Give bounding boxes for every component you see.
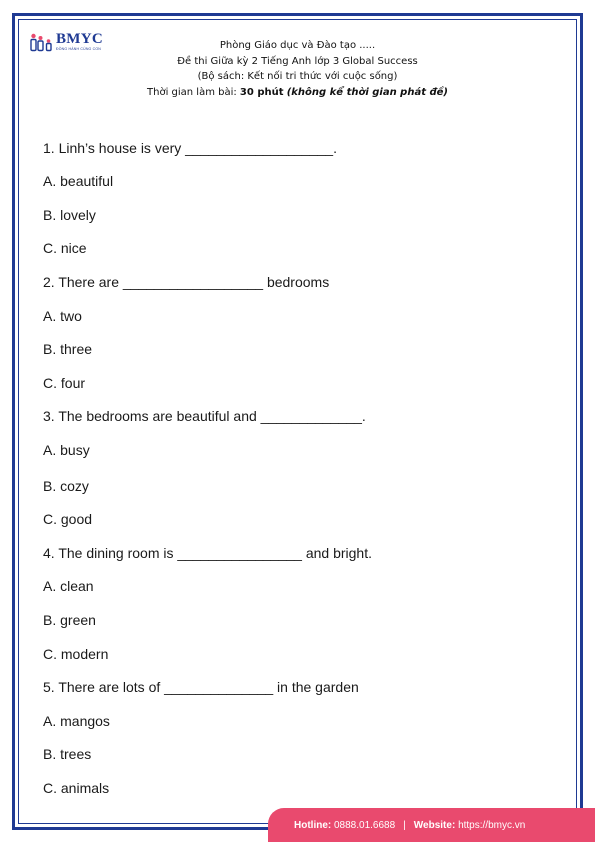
contact-footer	[268, 808, 595, 842]
exam-header	[0, 38, 595, 100]
question-2-option-c: C. four	[43, 375, 86, 391]
question-5-option-a: A. mangos	[43, 713, 110, 729]
question-1: 1. Linh’s house is very ___________________.	[43, 140, 337, 156]
website-label: Website:	[413, 819, 456, 831]
question-5: 5. There are lots of ______________ in the garden	[43, 679, 359, 695]
question-3-option-a: A. busy	[43, 442, 90, 458]
website-link[interactable]: https://bmyc.vn	[458, 819, 526, 831]
question-4-option-a: A. clean	[43, 578, 94, 594]
question-4-option-b: B. green	[43, 612, 96, 628]
header-time-label: Thời gian làm bài:	[147, 86, 240, 98]
header-textbook: (Bộ sách: Kết nối tri thức với cuộc sống)	[197, 71, 398, 82]
question-2-option-b: B. three	[43, 341, 93, 357]
question-2-option-a: A. two	[43, 308, 82, 324]
header-time	[0, 85, 595, 101]
logo-brand-text: BMYC	[56, 31, 104, 48]
question-1-option-a: A. beautiful	[43, 173, 114, 189]
question-3-option-b: B. cozy	[43, 478, 89, 494]
hotline-label: Hotline:	[294, 819, 332, 831]
question-4-option-c: C. modern	[43, 646, 109, 662]
logo-tagline: ĐỒNG HÀNH CÙNG CON	[56, 47, 102, 52]
header-time-value: 30 phút	[239, 86, 284, 98]
question-5-option-c: C. animals	[43, 780, 110, 796]
hotline-number[interactable]: 0888.01.6688	[334, 819, 396, 831]
header-department: Phòng Giáo dục và Đào tạo .....	[219, 40, 376, 51]
footer-separator: |	[403, 819, 406, 831]
header-exam-title: Đề thi Giữa kỳ 2 Tiếng Anh lớp 3 Global Success	[177, 55, 418, 67]
header-time-note: (không kể thời gian phát đề)	[286, 86, 448, 98]
question-2: 2. There are __________________ bedrooms	[43, 274, 330, 290]
question-3-option-c: C. good	[43, 511, 93, 527]
question-5-option-b: B. trees	[43, 746, 92, 762]
question-4: 4. The dining room is ________________ and bright.	[43, 545, 372, 561]
question-1-option-b: B. lovely	[43, 207, 96, 223]
question-1-option-c: C. nice	[43, 240, 87, 256]
question-3: 3. The bedrooms are beautiful and _____________.	[43, 408, 366, 424]
